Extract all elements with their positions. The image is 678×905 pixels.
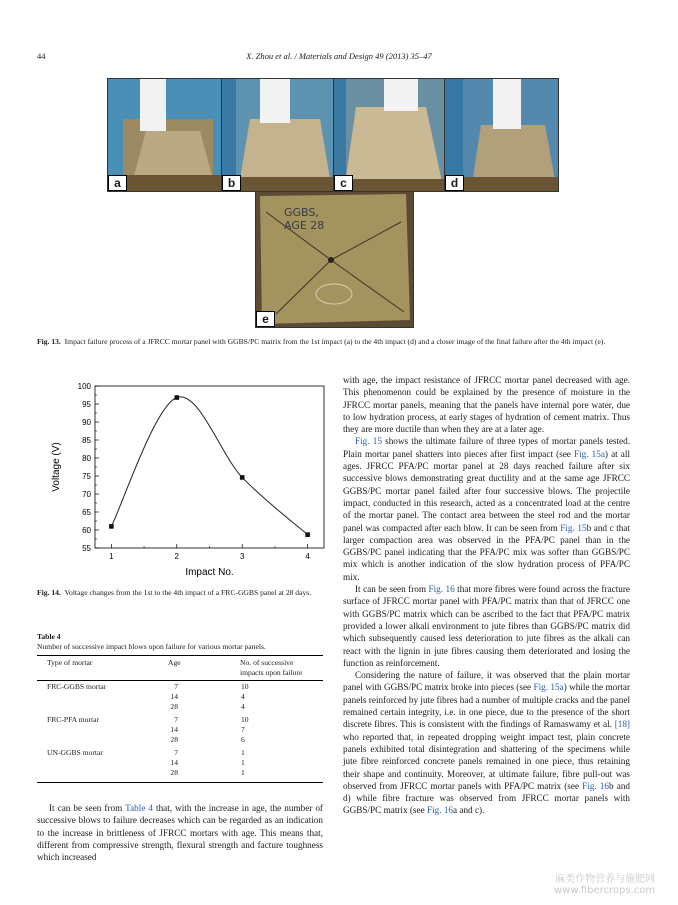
table-cell-age: 7 (174, 747, 178, 757)
table-4-heading (37, 632, 325, 652)
panel-label-b: b (222, 175, 241, 191)
y-tick-label: 55 (82, 544, 91, 553)
panel-label-a: a (108, 175, 127, 191)
right-column-text (343, 374, 630, 817)
right-paragraph-1: with age, the impact resistance of JFRCC mortar panel decreased with age. This phenomenon could be explained by the presence of moisture in the JFRCC mortar panels, meaning that the panels have internal pore water, due to low hydration process, at early stages of hydration of cement matrix. Thus they are more ductile than when they are at a later age. (343, 375, 630, 435)
panel-e-handwriting (284, 206, 324, 232)
chart-points (109, 395, 310, 537)
x-tick-label: 2 (174, 552, 180, 561)
watermark-line-1: 麻类作物营养与施肥网 (555, 874, 656, 885)
figure-14-chart (37, 376, 327, 582)
left-p1-post: that, with the increase in age, the number of successive blows to failure decreases which can be regarded as an indication to the increase in brittleness of JFRCC mortars with age. This means that, different from compressive strength, flexural strength and facture toughness which increased (37, 803, 323, 863)
fig-16-link-2[interactable]: Fig. 16 (582, 780, 610, 791)
right-p4-e: who reported that, in repeated dropping weight impact test, plain concrete panels exhibited total disintegration and shattering of the specimens while jute fibre reinforced concrete panels remained in one piece, thus retaining their shape and continuity. Moreover, at ultimate failure, fibre pull-out was observed from JFRCC mortar panels with PFA/PC matrix (see (343, 731, 630, 791)
page-number: 44 (37, 51, 46, 61)
right-p3-c: that more fibres were found across the fracture surface of JFRCC mortar panel with PFA/PC matrix than that of JFRCC one with GGBS/PC matrix which can be ascribed to the fact that PFA/PC matrix provided a lower alkali environment to jute fibres than GGBS/PC matrix did which subsequently caused less deterioration to jute fibres as the alkali can react with the lignin in jute fibres causing them deteriorated and losing the function as reinforcement. (343, 584, 630, 668)
x-tick-label: 3 (239, 552, 245, 561)
y-tick-label: 70 (82, 490, 91, 499)
chart-data-point (174, 395, 179, 400)
panel-label-e: e (256, 311, 275, 327)
figure-14-caption-label: Fig. 14. (37, 588, 61, 597)
table-row-mortar-type: FRC-GGBS mortar (47, 682, 107, 691)
table-cell-impacts: 1 (241, 758, 245, 767)
table-4-link[interactable]: Table 4 (125, 803, 154, 813)
figure-13-caption-label: Fig. 13. (37, 337, 61, 346)
left-paragraph-1 (37, 802, 323, 863)
panel-label-d: d (445, 175, 464, 191)
fig-15a-link[interactable]: Fig. 15a (574, 448, 605, 459)
table-cell-impacts: 6 (241, 735, 245, 745)
chart-axes (95, 386, 324, 548)
table-4-header-rule (37, 680, 323, 681)
right-p4-g: b and d) while fibre fracture was observed from JFRCC mortar panels with GGBS/PC matrix (see (343, 780, 631, 816)
running-header-citation: X. Zhou et al. / Materials and Design 49 (2013) 35–47 (246, 51, 432, 61)
right-paragraph-4 (343, 669, 630, 817)
chart-data-point (240, 475, 245, 480)
y-tick-label: 75 (82, 472, 91, 481)
table-cell-age: 7 (174, 682, 178, 691)
x-tick-label: 1 (109, 552, 114, 561)
table-cell-age: 28 (170, 702, 178, 712)
reference-18-link[interactable]: [18] (614, 719, 630, 730)
right-p4-i: a and c). (453, 805, 485, 816)
table-cell-impacts: 4 (241, 702, 245, 712)
table-4-header-impacts (240, 658, 302, 678)
x-tick-label: 4 (305, 552, 310, 561)
right-p2-d: ) at all ages. JFRCC PFA/PC mortar panel at 28 days reached failure after six successive blows demonstrating great ductility and at the same age JFRCC GGBS/PC mortar panel failed after four successive blows. The projectile impact, conducted in this research, acted as a concentrated load at the centre of the mortar panel. The contact area between the steel rod and the mortar panel was compacted after each blow. It can be seen from (343, 448, 630, 533)
panel-e-text-line-2: AGE 28 (284, 219, 325, 232)
left-column-text (37, 802, 323, 863)
table-cell-age: 14 (170, 692, 178, 702)
table-4-header-impacts-line-1: No. of successive (240, 658, 294, 667)
table-4-header-type: Type of mortar (47, 658, 93, 667)
y-tick-label: 95 (82, 400, 91, 409)
right-p3-a: It can be seen from (355, 584, 429, 595)
panel-e-text-line-1: GGBS, (284, 206, 319, 219)
table-row-mortar-type: FRC-PFA mortar (47, 714, 99, 724)
y-tick-label: 90 (82, 418, 91, 427)
fig-15-link-2[interactable]: Fig. 15 (560, 522, 587, 533)
right-p4-c: ) while the mortar panels reinforced by jute fibres had a number of multiple cracks and the panel remained certain integrity, i.e. in one piece, due to the presence of the short discrete fibres. This is consistent with the findings of Ramaswamy et al. (343, 682, 631, 730)
table-cell-impacts: 1 (241, 768, 245, 778)
y-tick-label: 100 (77, 382, 91, 391)
chart-x-axis-label: Impact No. (185, 567, 234, 578)
table-4-top-rule (37, 655, 323, 656)
table-cell-age: 7 (174, 714, 178, 724)
y-tick-label: 65 (82, 508, 91, 517)
chart-y-axis-label: Voltage (V) (51, 442, 62, 492)
fig-16-link[interactable]: Fig. 16 (428, 584, 455, 595)
chart-series-line (111, 397, 307, 535)
table-cell-impacts: 1 (241, 747, 245, 757)
fig-15a-link-2[interactable]: Fig. 15a (533, 682, 564, 693)
y-tick-label: 85 (82, 436, 91, 445)
chart-frame (95, 386, 324, 548)
table-cell-age: 28 (170, 735, 178, 745)
fig-15-link[interactable]: Fig. 15 (355, 436, 382, 447)
y-tick-label: 80 (82, 454, 91, 463)
watermark-line-2: www.fibercrops.com (554, 885, 656, 896)
table-4-title: Number of successive impact blows upon failure for various mortar panels. (37, 642, 266, 651)
photo-panel-a (107, 78, 223, 192)
table-4-header-impacts-line-2: impacts upon failure (240, 668, 303, 677)
right-p2-f: b and c that larger compaction area was observed in the PFA/PC panel than in the GGBS/PC panel indicating that the PFA/PC mix was softer than GGBS/PC mix which is another indication of the slow hydration process of PFA/PC mix. (343, 522, 631, 582)
right-paragraph-3 (343, 583, 630, 669)
table-cell-age: 14 (170, 758, 178, 767)
chart-data-point (109, 524, 114, 529)
panel-label-c: c (334, 175, 353, 191)
table-cell-age: 28 (170, 768, 178, 778)
figure-13-caption (37, 337, 641, 347)
table-4-label: Table 4 (37, 632, 61, 641)
table-cell-age: 14 (170, 725, 178, 735)
photo-panel-d (444, 78, 559, 192)
table-cell-impacts: 7 (241, 725, 245, 735)
y-tick-label: 60 (82, 526, 91, 535)
right-p2-b: shows the ultimate failure of three types of mortar panels tested. Plain mortar panel shatters into pieces after first impact (see (343, 436, 630, 459)
watermark (554, 874, 655, 896)
chart-data-point (305, 532, 310, 537)
fig-16-link-3[interactable]: Fig. 16 (426, 805, 454, 816)
left-p1-pre: It can be seen from (49, 803, 126, 813)
figure-14-caption-text: Voltage changes from the 1st to the 4th impact of a FRC-GGBS panel at 28 days. (64, 588, 312, 597)
table-cell-impacts: 10 (241, 714, 249, 724)
figure-14-caption (37, 588, 325, 598)
photo-panel-e (255, 191, 414, 328)
photo-panel-c (333, 78, 446, 192)
right-p4-a: Considering the nature of failure, it was observed that the plain mortar panel with GGBS/PC matrix broke into pieces (see (343, 670, 630, 693)
figure-13-caption-text: Impact failure process of a JFRCC mortar panel with GGBS/PC matrix from the 1st impact (a) to the 4th impact (d) and a closer image of the final failure after the 4th impact (e). (64, 337, 606, 346)
photo-e-image (256, 192, 413, 327)
table-cell-impacts: 4 (241, 692, 245, 702)
right-paragraph-2 (343, 435, 630, 583)
table-cell-impacts: 10 (241, 682, 249, 691)
table-4-bottom-rule (37, 782, 323, 783)
table-row-mortar-type: UN-GGBS mortar (47, 747, 103, 757)
chart-x-ticks (109, 544, 310, 561)
photo-panel-b (221, 78, 335, 192)
chart-y-ticks (78, 382, 99, 553)
table-4-header-age: Age (168, 658, 181, 667)
